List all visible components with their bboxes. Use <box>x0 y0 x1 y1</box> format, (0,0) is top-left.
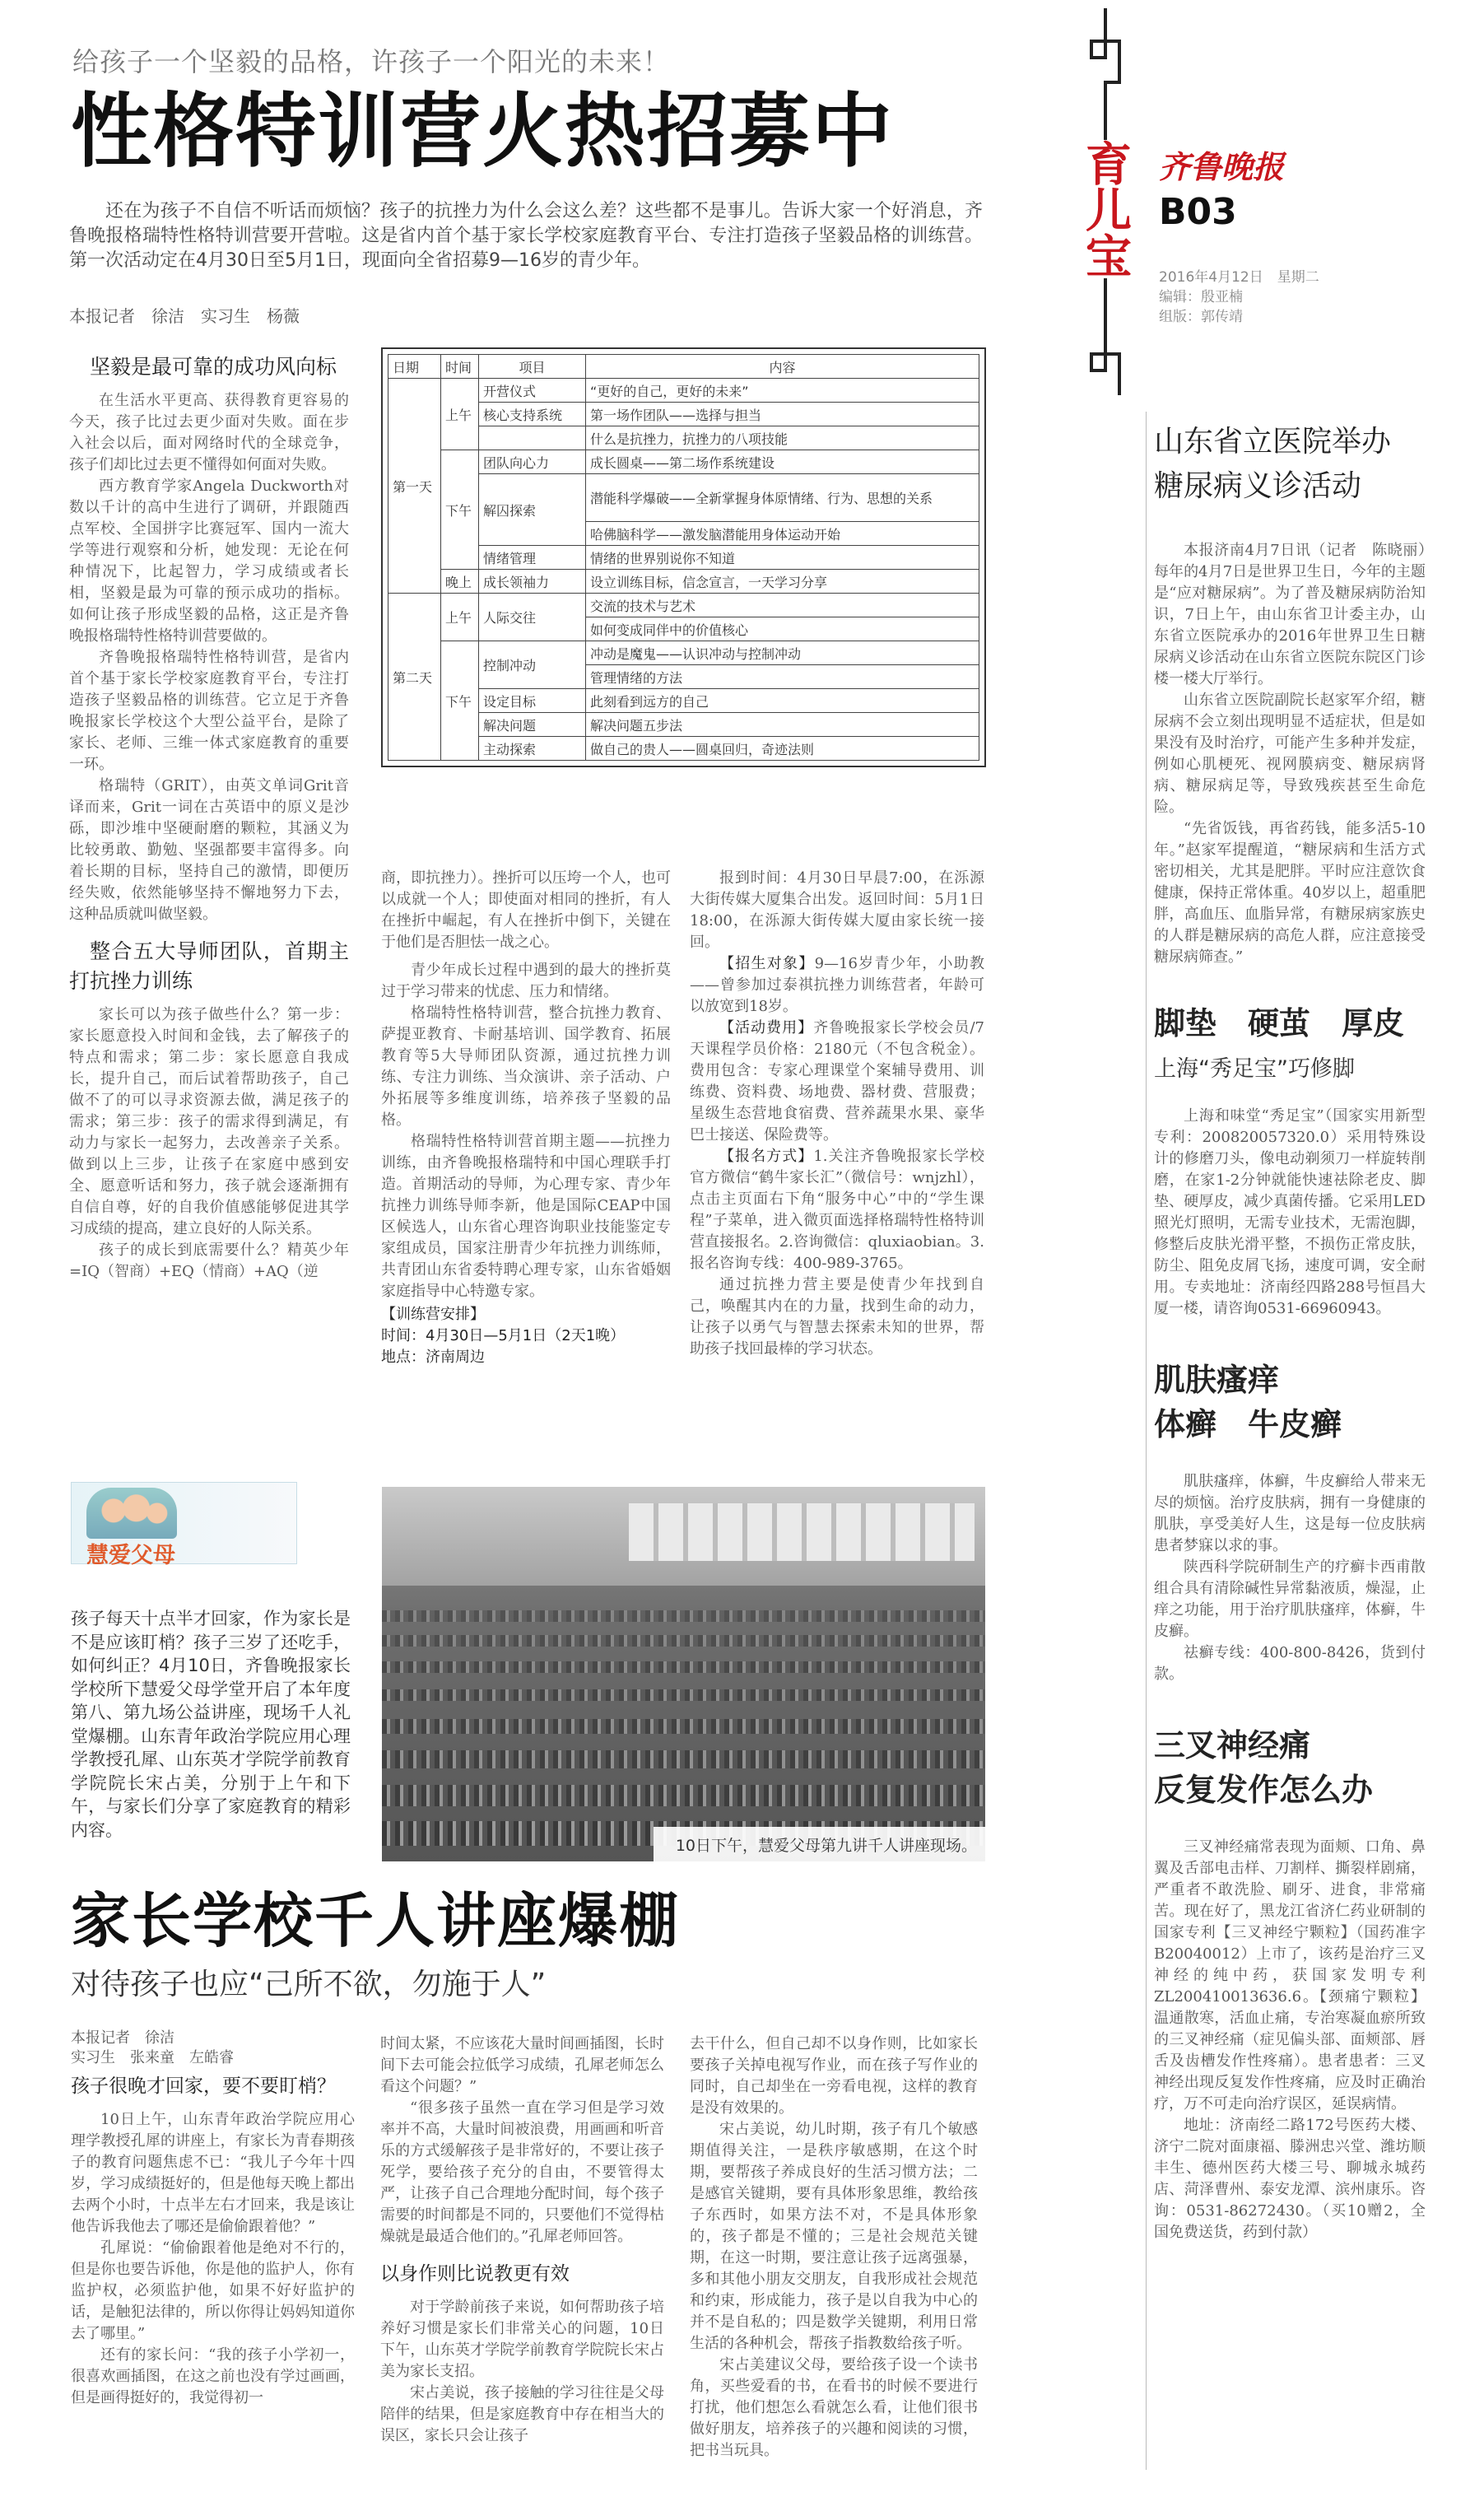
subheading: 孩子很晚才回家，要不要盯梢？ <box>71 2075 336 2097</box>
table-row <box>388 641 979 665</box>
paragraph: 家长可以为孩子做些什么？第一步：家长愿意投入时间和金钱，去了解孩子的特点和需求；第二步：家长愿意自我成长，提升自己，而后试着帮助孩子，自己做不了的可以寻求资源去做，满足孩子的需求；第三步：孩子的需求得到满足，有动力与家长一起努力，去改善亲子关系。做到以上三步，让孩子在家庭中感到安全、愿意听话和努力，孩子就会逐渐拥有自信自尊，好的自我价值感能够促进其学习成绩的提高，建立良好的人际关系。 <box>69 1006 349 1237</box>
article1-column3 <box>690 868 984 1360</box>
content-cell: “更好的自己，更好的未来” <box>586 379 979 403</box>
paragraph: 格瑞特性格特训营首期主题——抗挫力训练，由齐鲁晚报格瑞特和中国心理联手打造。首期活动的导师，为心理专家、青少年抗挫力训练导师李新，他是国际CEAP中国区候选人，山东省心理咨询职业技能鉴定专家组成员，国家注册青少年抗挫力训练师，共青团山东省委特聘心理专家，山东省婚姻家庭指导中心特邀专家。 <box>381 1133 671 1300</box>
paragraph <box>690 953 984 1018</box>
article1-column1 <box>69 346 349 1283</box>
photo-caption-text: 10日下午，慧爱父母第九讲千人讲座现场。 <box>675 1837 977 1855</box>
schedule-time: 时间：4月30日—5月1日（2天1晚） <box>381 1327 626 1344</box>
subheading-1: 坚毅是最可靠的成功风向标 <box>90 355 337 379</box>
paragraph: 报到时间：4月30日早晨7:00，在泺源大街传媒大厦集合出发。返回时间：5月1日18:00，在泺源大街传媒大厦由家长统一接回。 <box>690 869 984 951</box>
paragraph: 对于学龄前孩子来说，如何帮助孩子培养好习惯是家长们非常关心的问题，10日下午，山东英才学院学前教育学院院长宋占美为家长支招。 <box>380 2299 664 2380</box>
article1-column2 <box>381 868 671 1368</box>
item-cell: 主动探索 <box>479 737 586 761</box>
table-row <box>388 570 979 594</box>
sidebar-title-1 <box>1154 420 1426 509</box>
paragraph: 肌肤瘙痒，体癣，牛皮癣给人带来无尽的烦恼。治疗皮肤病，拥有一身健康的肌肤，享受美好人生，这是每一位皮肤病患者梦寐以求的事。 <box>1154 1473 1426 1554</box>
sidebar-title-4 <box>1154 1723 1426 1812</box>
schedule-table <box>388 354 979 761</box>
paragraph: 地址：济南经二路172号医药大楼、济宁二院对面康福、滕洲忠兴堂、潍坊顺丰生、德州医药大楼三号、聊城永城药店、菏泽曹州、泰安龙潭、滨州康乐。咨询：0531-86272430。（买10赠2，全国免费送货，药到付款） <box>1154 2117 1426 2241</box>
item-cell: 成长领袖力 <box>479 570 586 594</box>
time-cell: 上午 <box>441 594 479 641</box>
article1-byline: 本报记者 徐洁 实习生 杨薇 <box>69 306 300 326</box>
field-label: 【招生对象】 <box>719 955 815 972</box>
schedule-table-frame <box>381 347 986 767</box>
article2-subhead: 对待孩子也应“己所不欲，勿施于人” <box>71 1968 547 2001</box>
content-cell: 设立训练目标，信念宣言，一天学习分享 <box>586 570 979 594</box>
promo-lead-text: 孩子每天十点半才回家，作为家长是不是应该盯梢？孩子三岁了还吃手，如何纠正？4月10日，齐鲁晚报家长学校所下慧爱父母学堂开启了本年度第八、第九场公益讲座，现场千人礼堂爆棚。山东青年政治学院应用心理学教授孔犀、山东英才学院学前教育学院院长宋占美，分别于上午和下午，与家长们分享了家庭教育的精彩内容。 <box>71 1609 351 1840</box>
content-cell: 此刻看到远方的自己 <box>586 689 979 713</box>
schedule-place: 地点：济南周边 <box>381 1349 485 1366</box>
byline-reporter: 本报记者 徐洁 <box>71 2029 174 2047</box>
item-cell: 开营仪式 <box>479 379 586 403</box>
time-cell: 晚上 <box>441 570 479 594</box>
paragraph: “很多孩子虽然一直在学习但是学习效率并不高，大量时间被浪费，用画画和听音乐的方式缓解孩子是非常好的，不要让孩子死学，要给孩子充分的自由，不要管得太严，让孩子自己合理地分配时间，每个孩子需要的时间都是不同的，只要他们不觉得枯燥就是最适合他们的。”孔犀老师回答。 <box>380 2099 664 2245</box>
content-cell: 哈佛脑科学——激发脑潜能用身体运动开始 <box>586 522 979 546</box>
content-cell: 做自己的贵人——圆桌回归，奇迹法则 <box>586 737 979 761</box>
sidebar-title-2: 脚垫 硬茧 厚皮 <box>1154 1005 1405 1041</box>
page-number: B03 <box>1159 191 1237 233</box>
byline-interns: 实习生 张来童 左皓睿 <box>71 2049 234 2066</box>
column-divider <box>1146 412 1147 2470</box>
title-line: 体癣 牛皮癣 <box>1154 1406 1342 1442</box>
item-cell: 解决问题 <box>479 713 586 737</box>
content-cell: 冲动是魔鬼——认识冲动与控制冲动 <box>586 641 979 665</box>
issue-date: 2016年4月12日 星期二 <box>1159 269 1319 286</box>
paragraph: 三叉神经痛常表现为面颊、口角、鼻翼及舌部电击样、刀割样、撕裂样剧痛，严重者不敢洗脸、刷牙、进食，非常痛苦。现在好了，黑龙江省济仁药业研制的国家专利【三叉神经宁颗粒】（国药准字B20040012）上市了，该药是治疗三叉神经的纯中药，获国家发明专利ZL200410013636.6。【颈痛宁颗粒】温通散寒，活血止痛，专治寒凝血瘀所致的三叉神经痛（症见偏头部、面颊部、唇舌及齿槽发作性疼痛）。患者患者：三叉神经出现反复发作性疼痛，应及时正确治疗，万不可走向治疗误区，延误病情。 <box>1154 1838 1426 2113</box>
header-cell: 时间 <box>441 355 479 379</box>
item-cell: 团队向心力 <box>479 450 586 474</box>
article2-headline: 家长学校千人讲座爆棚 <box>71 1886 681 1955</box>
designer-credit: 组版：郭传靖 <box>1159 309 1243 325</box>
content-cell: 潜能科学爆破——全新掌握身体原情绪、行为、思想的关系 <box>586 474 979 522</box>
content-cell: 第一场作团队——选择与担当 <box>586 403 979 426</box>
paragraph <box>690 1018 984 1146</box>
field-label: 【活动费用】 <box>719 1019 814 1037</box>
sidebar-title-3 <box>1154 1358 1426 1447</box>
paragraph: 西方教育学家Angela Duckworth对数以千计的高中生进行了调研，并跟随西点军校、全国拼字比赛冠军、国内一流大学等进行观察和分析，她发现：无论在何种情况下，比起智力，学习成绩或者长相，坚毅是最为可靠的预示成功的指标。如何让孩子形成坚毅的品格，这正是齐鲁晚报格瑞特性格特训营要做的。 <box>69 478 349 645</box>
field-value: 9—16岁青少年，小助教——曾参加过泰祺抗挫力训练营者，年龄可以放宽到18岁。 <box>690 955 984 1015</box>
time-cell: 下午 <box>441 641 479 761</box>
article2-column3 <box>690 2033 978 2462</box>
header-cell: 内容 <box>586 355 979 379</box>
paragraph <box>690 1146 984 1274</box>
field-value: 1.关注齐鲁晚报家长学校官方微信“鹤牛家长汇”（微信号：wnjzhl），点击主页面右下角“服务中心”中的“学生课程”子菜单，进入微页面选择格瑞特性格特训营直接报名。2.咨询微信：qluxiaobian。3.报名咨询专线：400-989-3765。 <box>690 1148 984 1272</box>
paragraph: 山东省立医院副院长赵家军介绍，糖尿病不会立刻出现明显不适症状，但是如果没有及时治疗，可能产生多种并发症，例如心肌梗死、视网膜病变、糖尿病肾病、糖尿病足等，导致残疾甚至生命危险。 <box>1154 692 1426 816</box>
header-cell: 项目 <box>479 355 586 379</box>
promo-logo-text: 慧爱父母 <box>86 1543 175 1568</box>
paragraph: 祛癣专线：400-800-8426，货到付款。 <box>1154 1644 1426 1683</box>
photo-caption <box>654 1827 985 1861</box>
paragraph: “先省饭钱，再省药钱，能多活5-10年。”赵家军提醒道，“糖尿病和生活方式密切相关，尤其是肥胖。平时应注意饮食健康，保持正常体重。40岁以上，超重肥胖，高血压、血脂异常，有糖尿病家族史的人群是糖尿病的高危人群，应注意接受糖尿病筛查。” <box>1154 820 1426 966</box>
item-cell: 核心支持系统 <box>479 403 586 426</box>
paragraph: 青少年成长过程中遇到的最大的挫折莫过于学习带来的忧虑、压力和情绪。 <box>381 962 671 1000</box>
time-cell: 下午 <box>441 450 479 570</box>
item-cell: 控制冲动 <box>479 641 586 689</box>
paragraph: 宋占美建议父母，要给孩子设一个读书角，买些爱看的书，在看书的时候不要进行打扰，他们想怎么看就怎么看，让他们很书做好朋友，培养孩子的兴趣和阅读的习惯，把书当玩具。 <box>690 2356 978 2459</box>
table-row <box>388 379 979 403</box>
content-cell: 成长圆桌——第二场作系统建设 <box>586 450 979 474</box>
article2-column2 <box>380 2033 664 2447</box>
field-value: 齐鲁晚报家长学校会员/7天课程学员价格：2180元（不包含税金）。费用包含：专家心理课堂个案辅导费用、训练费、资料费、场地费、器材费、营服费；星级生态营地食宿费、营养蔬果水果、豪华巴士接送、保险费等。 <box>690 1019 985 1144</box>
subheading: 以身作则比说教更有效 <box>380 2263 570 2285</box>
field-label: 【报名方式】 <box>719 1148 814 1165</box>
paragraph: 宋占美说，幼儿时期，孩子有几个敏感期值得关注，一是秩序敏感期，在这个时期，要帮孩子养成良好的生活习惯方法；二是感官关键期，要有具体形象思维，教给孩子东西时，如果方法不对，不是具体形象的，孩子都是不懂的；三是社会规范关键期，在这一时期，要注意让孩子远离强暴，多和其他小朋友交朋友，自我形成社会规范和约束，形成能力，孩子是以自我为中心的并不是自私的；四是数学关键期，利用日常生活的各种机会，帮孩子指教数给孩子听。 <box>690 2121 978 2352</box>
content-cell: 解决问题五步法 <box>586 713 979 737</box>
schedule-heading: 【训练营安排】 <box>381 1306 485 1323</box>
content-cell: 交流的技术与艺术 <box>586 594 979 617</box>
sidebar-ad-2 <box>1154 1106 1426 1320</box>
table-row <box>388 450 979 474</box>
table-header-row <box>388 355 979 379</box>
editor-credit: 编辑：殷亚楠 <box>1159 289 1243 305</box>
paragraph: 时间太紧，不应该花大量时间画插图，长时间下去可能会拉低学习成绩，孔犀老师怎么看这个问题？” <box>380 2035 664 2095</box>
paragraph: 孩子的成长到底需要什么？精英少年=IQ（智商）+EQ（情商）+AQ（逆 <box>69 1242 349 1280</box>
paragraph: 齐鲁晚报格瑞特性格特训营，是省内首个基于家长学校家庭教育平台，专注打造孩子坚毅品格的训练营。它立足于齐鲁晚报家长学校这个大型公益平台，是除了家长、老师、三维一体式家庭教育的重要一环。 <box>69 649 349 773</box>
paragraph: 本报济南4月7日讯（记者 陈晓丽） 每年的4月7日是世界卫生日，今年的主题是“应对糖尿病”。为了普及糖尿病防治知识，7日上午，由山东省卫计委主办，山东省立医院承办的2016年世界卫生日糖尿病义诊活动在山东省立医院东院区门诊楼一楼大厅举行。 <box>1154 542 1440 687</box>
windows <box>629 1503 975 1561</box>
paragraph: 还有的家长问：“我的孩子小学初一，很喜欢画插图，在这之前也没有学过画画，但是画得挺好的，我觉得初一 <box>71 2346 355 2406</box>
article1-intro: 还在为孩子不自信不听话而烦恼？孩子的抗挫力为什么会这么差？这些都不是事儿。告诉大家一个好消息，齐鲁晚报格瑞特性格特训营要开营啦。这是省内首个基于家长学校家庭教育平台、专注打造孩子坚毅品格的训练营。第一次活动定在4月30日至5月1日，现面向全省招募9—16岁的青少年。 <box>69 201 983 271</box>
title-line: 反复发作怎么办 <box>1154 1772 1374 1808</box>
title-line: 山东省立医院举办 <box>1154 425 1392 459</box>
item-cell: 情绪管理 <box>479 546 586 570</box>
content-cell: 情绪的世界别说你不知道 <box>586 546 979 570</box>
sidebar <box>1154 412 1440 2243</box>
title-line: 肌肤瘙痒 <box>1154 1362 1280 1398</box>
header-cell: 日期 <box>388 355 441 379</box>
paragraph: 陕西科学院研制生产的疗癣卡西甫散组合具有清除碱性异常黏液质，燥湿，止痒之功能，用于治疗肌肤瘙痒，体癣，牛皮癣。 <box>1154 1558 1426 1640</box>
header-tagline: 给孩子一个坚毅的品格，许孩子一个阳光的未来！ <box>72 46 671 77</box>
paragraph: 商，即抗挫力）。挫折可以压垮一个人，也可以成就一个人；即使面对相同的挫折，有人在挫折中崛起，有人在挫折中倒下，关键在于他们是否胆怯一战之心。 <box>381 869 671 951</box>
title-line: 糖尿病义诊活动 <box>1154 469 1362 503</box>
content-cell: 如何变成同伴中的价值核心 <box>586 617 979 641</box>
item-cell: 解囚探索 <box>479 474 586 546</box>
item-cell: 设定目标 <box>479 689 586 713</box>
subheading-2: 整合五大导师团队，首期主打抗挫力训练 <box>69 939 349 993</box>
promo-logo <box>71 1482 297 1568</box>
paragraph: 在生活水平更高、获得教育更容易的今天，孩子比过去更少面对失败。面在步入社会以后，面对网络时代的全球竞争，孩子们却比过去更不懂得如何面对失败。 <box>69 392 349 473</box>
day-cell: 第一天 <box>388 379 441 594</box>
content-cell: 管理情绪的方法 <box>586 665 979 689</box>
paragraph: 格瑞特性格特训营，整合抗挫力教育、萨提亚教育、卡耐基培训、国学教育、拓展教育等5大导师团队资源，通过抗挫力训练、专注力训练、当众演讲、亲子活动、户外拓展等多维度训练，培养孩子坚毅的品格。 <box>381 1004 671 1129</box>
promo-lead <box>71 1607 351 1842</box>
masthead <box>1070 0 1484 412</box>
item-cell: 人际交往 <box>479 594 586 641</box>
paragraph: 通过抗挫力营主要是使青少年找到自己，唤醒其内在的力量，找到生命的动力，让孩子以勇气与智慧去探索未知的世界，帮助孩子找回最棒的学习状态。 <box>690 1276 984 1358</box>
paragraph: 去干什么，但自己却不以身作则，比如家长要孩子关掉电视写作业，而在孩子写作业的同时，自己却坐在一旁看电视，这样的教育是没有效果的。 <box>690 2035 978 2117</box>
paragraph: 10日上午，山东青年政治学院应用心理学教授孔犀的讲座上，有家长为青春期孩子的教育问题焦虑不已：“我儿子今年十四岁，学习成绩挺好的，但是他每天晚上都出去两个小时，十点半左右才回来，我是该让他告诉我他去了哪还是偷偷跟着他？” <box>71 2111 355 2235</box>
paper-name: 齐鲁晚报 <box>1159 148 1285 185</box>
title-line: 三叉神经痛 <box>1154 1727 1311 1763</box>
paragraph: 孔犀说：“偷偷跟着他是绝对不行的，但是你也要告诉他，你是他的监护人，你有监护权，必须监护他，如果不好好监护的话，是触犯法律的，所以你得让妈妈知道你去了哪里。” <box>71 2239 355 2342</box>
article2-byline <box>71 2029 234 2068</box>
article2-column1 <box>71 2071 355 2409</box>
family-photo <box>86 1488 177 1539</box>
section-label: 育儿宝 <box>1078 140 1132 278</box>
content-cell: 什么是抗挫力，抗挫力的八项技能 <box>586 426 979 450</box>
sidebar-story-1 <box>1154 540 1440 968</box>
sidebar-ad-3 <box>1154 1471 1426 1685</box>
time-cell: 上午 <box>441 379 479 450</box>
paragraph: 格瑞特（GRIT），由英文单词Grit音译而来，Grit一词在古英语中的原义是沙砾，即沙堆中坚硬耐磨的颗粒，其涵义为比较勇敢、勤勉、坚强都要丰富得多。向着长期的目标，坚持自己的激情，即便历经失败，依然能够坚持不懈地努力下去，这种品质就叫做坚毅。 <box>69 777 349 923</box>
sidebar-subtitle-2: 上海“秀足宝”巧修脚 <box>1154 1056 1355 1082</box>
sidebar-ad-4 <box>1154 1837 1426 2243</box>
lecture-photo <box>382 1487 985 1861</box>
day-cell: 第二天 <box>388 594 441 761</box>
item-cell <box>479 426 586 450</box>
table-row <box>388 594 979 617</box>
paragraph: 宋占美说，孩子接触的学习往往是父母陪伴的结果，但是家庭教育中存在相当大的误区，家长只会让孩子 <box>380 2384 664 2444</box>
paragraph: 上海和味堂“秀足宝”（国家实用新型专利：200820057320.0）采用特殊设计的修磨刀头，像电动剃须刀一样旋转削磨，在家1-2分钟就能快速祛除老皮、脚垫、硬厚皮，减少真菌传播。它采用LED照光灯照明，无需专业技术，无需泡脚，修整后皮肤光滑平整，不损伤正常皮肤，防尘、阻免皮屑飞扬，速度可调，安全耐用。专卖地址：济南经四路288号恒昌大厦一楼，请咨询0531-66960943。 <box>1154 1107 1426 1317</box>
headline: 性格特训营火热招募中 <box>71 85 895 179</box>
